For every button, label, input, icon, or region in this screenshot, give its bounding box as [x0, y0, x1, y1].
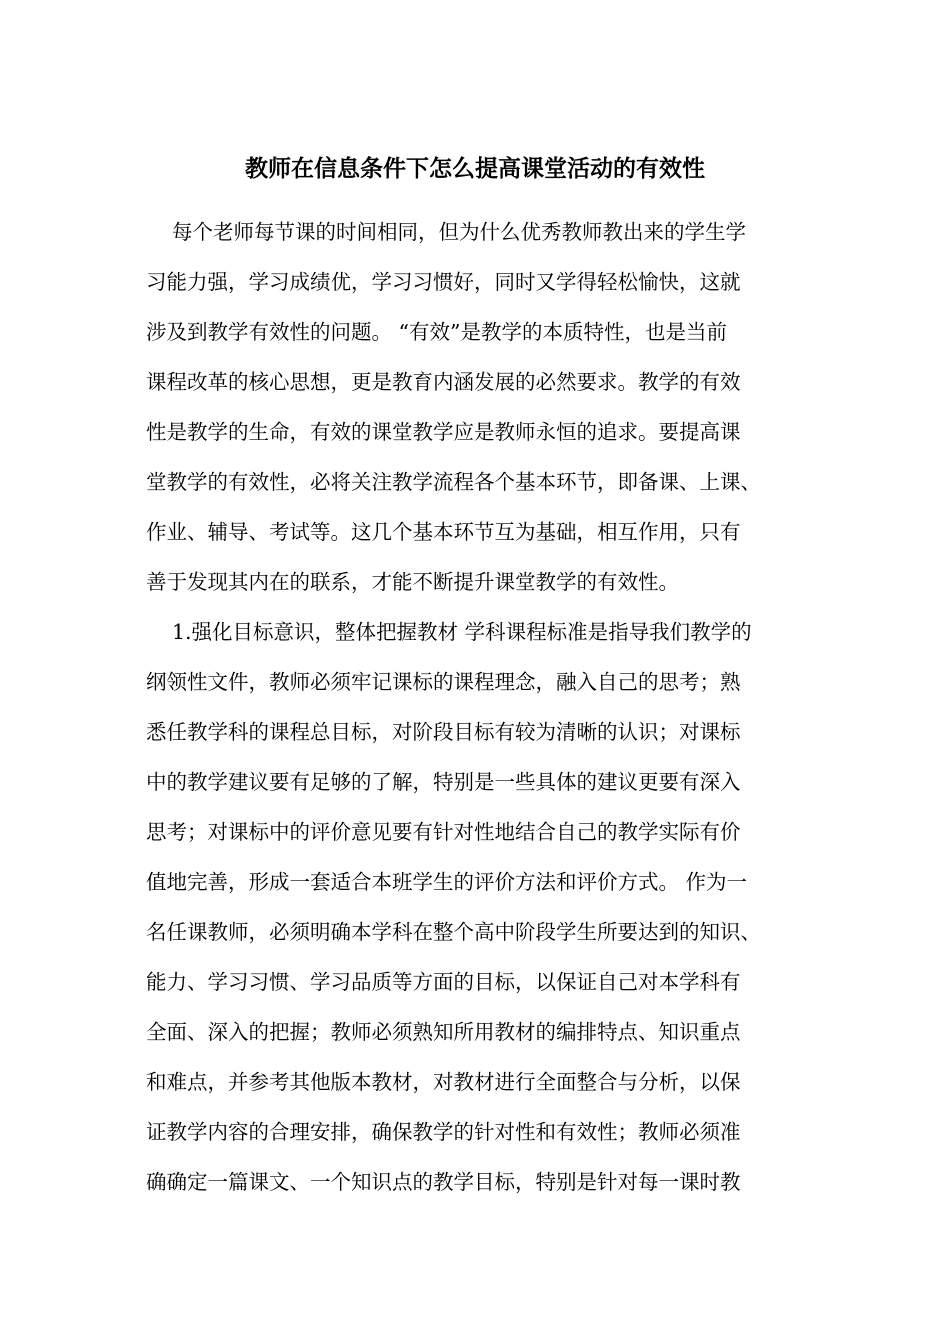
text-line: 涉及到教学有效性的问题。 “有效”是教学的本质特性，也是当前: [146, 320, 727, 344]
text-line: 1.强化目标意识，整体把握教材 学科课程标准是指导我们教学的: [172, 620, 752, 644]
text-line: 中的教学建议要有足够的了解，特别是一些具体的建议更要有深入: [146, 770, 741, 794]
text-line: 和难点，并参考其他版本教材，对教材进行全面整合与分析，以保: [146, 1070, 741, 1094]
text-line: 思考；对课标中的评价意见要有针对性地结合自己的教学实际有价: [146, 820, 741, 844]
text-line: 课程改革的核心思想，更是教育内涵发展的必然要求。教学的有效: [146, 370, 741, 394]
text-line: 值地完善，形成一套适合本班学生的评价方法和评价方式。 作为一: [146, 870, 748, 894]
text-line: 堂教学的有效性，必将关注教学流程各个基本环节，即备课、上课、: [146, 470, 761, 494]
text-line: 确确定一篇课文、一个知识点的教学目标，特别是针对每一课时教: [146, 1170, 741, 1194]
text-line: 善于发现其内在的联系，才能不断提升课堂教学的有效性。: [146, 570, 679, 594]
text-line: 每个老师每节课的时间相同，但为什么优秀教师教出来的学生学: [172, 220, 746, 244]
text-line: 作业、辅导、考试等。这几个基本环节互为基础，相互作用，只有: [146, 520, 741, 544]
document-title: 教师在信息条件下怎么提高课堂活动的有效性: [245, 155, 705, 182]
text-line: 证教学内容的合理安排，确保教学的针对性和有效性；教师必须准: [146, 1120, 741, 1144]
text-line: 悉任教学科的课程总目标，对阶段目标有较为清晰的认识；对课标: [146, 720, 741, 744]
text-line: 习能力强，学习成绩优，学习习惯好，同时又学得轻松愉快，这就: [146, 270, 741, 294]
text-line: 能力、学习习惯、学习品质等方面的目标，以保证自己对本学科有: [146, 970, 741, 994]
text-line: 纲领性文件，教师必须牢记课标的课程理念，融入自己的思考；熟: [146, 670, 741, 694]
text-line: 名任课教师，必须明确本学科在整个高中阶段学生所要达到的知识、: [146, 920, 761, 944]
text-line: 性是教学的生命，有效的课堂教学应是教师永恒的追求。要提高课: [146, 420, 741, 444]
text-line: 全面、深入的把握；教师必须熟知所用教材的编排特点、知识重点: [146, 1020, 741, 1044]
